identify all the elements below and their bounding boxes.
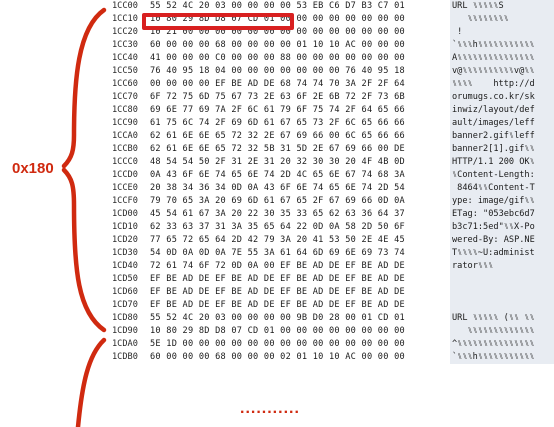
row-ascii-text: ETag: "053ebc6d7: [452, 209, 535, 219]
row-ascii-text: `⑊⑊⑊h⑊⑊⑊⑊⑊⑊⑊⑊⑊⑊⑊: [452, 40, 535, 50]
brace-upper-arm: [64, 10, 104, 166]
row-ascii-text: orumugs.co.kr/sk: [452, 92, 535, 102]
row-address: 1CCD0: [112, 170, 138, 180]
row-hex-bytes: 45 54 61 67 3A 20 22 30 35 33 65 62 63 36 64 37: [150, 209, 405, 219]
row-ascii-text: ault/images/leff: [452, 118, 535, 128]
row-ascii-text: A⑊⑊⑊⑊⑊⑊⑊⑊⑊⑊⑊⑊⑊⑊⑊: [452, 53, 535, 63]
row-hex-bytes: 60 00 00 00 68 00 00 00 02 01 10 10 AC 00 00 00: [150, 352, 405, 362]
row-hex-bytes: 79 70 65 3A 20 69 6D 61 67 65 2F 67 69 66 0D 0A: [150, 196, 405, 206]
row-ascii-text: inwiz/layout/def: [452, 105, 535, 115]
row-address: 1CD40: [112, 261, 138, 271]
row-ascii-text: ⑊⑊⑊⑊ http://d: [452, 79, 535, 89]
row-ascii-text: rator⑊⑊⑊: [452, 261, 535, 271]
row-ascii-text: URL ⑊⑊⑊⑊⑊S: [452, 1, 530, 11]
row-ascii-text: URL ⑊⑊⑊⑊⑊ (⑊⑊ ⑊⑊: [452, 313, 535, 323]
row-address: 1CC20: [112, 27, 138, 37]
row-address: 1CC80: [112, 105, 138, 115]
row-hex-bytes: 0A 43 6F 6E 74 65 6E 74 2D 4C 65 6E 67 74 68 3A: [150, 170, 405, 180]
row-address: 1CD50: [112, 274, 138, 284]
row-hex-bytes: EF BE AD DE EF BE AD DE EF BE AD DE EF BE AD DE: [150, 287, 405, 297]
row-hex-bytes: 69 6E 77 69 7A 2F 6C 61 79 6F 75 74 2F 64 65 66: [150, 105, 405, 115]
row-hex-bytes: EF BE AD DE EF BE AD DE EF BE AD DE EF BE AD DE: [150, 300, 405, 310]
row-hex-bytes: 61 75 6C 74 2F 69 6D 61 67 65 73 2F 6C 65 66 66: [150, 118, 405, 128]
brace-lower-arm: [64, 170, 104, 330]
row-hex-bytes: 5E 1D 00 00 00 00 00 00 00 00 00 00 00 00 00 00: [150, 339, 405, 349]
row-address: 1CD60: [112, 287, 138, 297]
size-annotation-label: 0x180: [12, 160, 54, 177]
row-address: 1CC50: [112, 66, 138, 76]
row-address: 1CD90: [112, 326, 138, 336]
row-hex-bytes: 77 65 72 65 64 2D 42 79 3A 20 41 53 50 2E 4E 45: [150, 235, 405, 245]
row-address: 1CC70: [112, 92, 138, 102]
row-address: 1CDA0: [112, 339, 138, 349]
continuation-brace-arm: [78, 340, 104, 427]
row-ascii-text: ype: image/gif⑊⑊: [452, 196, 535, 206]
row-address: 1CC40: [112, 53, 138, 63]
row-ascii-text: v@⑊⑊⑊⑊⑊⑊⑊⑊⑊⑊v@⑊⑊: [452, 66, 535, 76]
row-hex-bytes: 55 52 4C 20 03 00 00 00 00 53 EB C6 D7 B3 C7 01: [150, 1, 405, 11]
row-ascii-text: wered-By: ASP.NE: [452, 235, 535, 245]
row-address: 1CD30: [112, 248, 138, 258]
row-ascii-text: HTTP/1.1 200 OK⑊: [452, 157, 535, 167]
row-address: 1CC90: [112, 118, 138, 128]
row-address: 1CD80: [112, 313, 138, 323]
row-address: 1CD70: [112, 300, 138, 310]
row-address: 1CCB0: [112, 144, 138, 154]
row-address: 1CC60: [112, 79, 138, 89]
row-ascii-text: `⑊⑊⑊h⑊⑊⑊⑊⑊⑊⑊⑊⑊⑊⑊: [452, 352, 535, 362]
row-hex-bytes: 62 61 6E 6E 65 72 32 2E 67 69 66 00 6C 65 66 66: [150, 131, 405, 141]
row-hex-bytes: 10 80 29 8D D8 07 CD 01 00 00 00 00 00 00 00 00: [150, 326, 405, 336]
row-hex-bytes: 6F 72 75 6D 75 67 73 2E 63 6F 2E 6B 72 2F 73 6B: [150, 92, 405, 102]
row-hex-bytes: EF BE AD DE EF BE AD DE EF BE AD DE EF BE AD DE: [150, 274, 405, 284]
row-address: 1CC10: [112, 14, 138, 24]
row-address: 1CC00: [112, 1, 138, 11]
row-hex-bytes: 10 21 00 00 00 00 00 00 00 00 00 00 00 00 00 00: [150, 27, 405, 37]
row-hex-bytes: 62 33 63 37 31 3A 35 65 64 22 0D 0A 58 2D 50 6F: [150, 222, 405, 232]
row-ascii-text: 8464⑊⑊Content-T: [452, 183, 535, 193]
row-hex-bytes: 62 61 6E 6E 65 72 32 5B 31 5D 2E 67 69 66 00 DE: [150, 144, 405, 154]
row-ascii-text: ⑊⑊⑊⑊⑊⑊⑊⑊⑊⑊⑊⑊⑊: [452, 326, 535, 336]
row-hex-bytes: 20 38 34 36 34 0D 0A 43 6F 6E 74 65 6E 74 2D 54: [150, 183, 405, 193]
row-address: 1CCC0: [112, 157, 138, 167]
row-ascii-text: ⑊Content-Length:: [452, 170, 535, 180]
continuation-dots: ...........: [240, 400, 300, 417]
row-address: 1CD20: [112, 235, 138, 245]
row-hex-bytes: 55 52 4C 20 03 00 00 00 00 9B D0 28 00 01 CD 01: [150, 313, 405, 323]
row-ascii-text: banner2[1].gif⑊⑊: [452, 144, 535, 154]
row-ascii-text: ^⑊⑊⑊⑊⑊⑊⑊⑊⑊⑊⑊⑊⑊⑊⑊: [452, 339, 535, 349]
row-address: 1CC30: [112, 40, 138, 50]
row-hex-bytes: 00 00 00 00 EF BE AD DE 68 74 74 70 3A 2F 2F 64: [150, 79, 405, 89]
row-ascii-text: b3c71:5ed"⑊⑊X-Po: [452, 222, 535, 232]
row-address: 1CDB0: [112, 352, 138, 362]
row-hex-bytes: 76 40 95 18 04 00 00 00 00 00 00 00 76 40 95 18: [150, 66, 405, 76]
row-hex-bytes: 72 61 74 6F 72 0D 0A 00 EF BE AD DE EF BE AD DE: [150, 261, 405, 271]
row-address: 1CD10: [112, 222, 138, 232]
row-hex-bytes: 10 80 29 8D D8 07 CD 01 00 00 00 00 00 00 00 00: [150, 14, 405, 24]
row-ascii-text: ⑊⑊⑊⑊⑊⑊⑊⑊: [452, 14, 535, 24]
row-ascii-text: !: [452, 27, 535, 37]
row-hex-bytes: 54 0D 0A 0D 0A 7E 55 3A 61 64 6D 69 6E 69 73 74: [150, 248, 405, 258]
row-address: 1CCE0: [112, 183, 138, 193]
row-address: 1CD00: [112, 209, 138, 219]
row-ascii-text: banner2.gif⑊leff: [452, 131, 535, 141]
row-ascii-text: T⑊⑊⑊⑊~U:administ: [452, 248, 535, 258]
row-address: 1CCF0: [112, 196, 138, 206]
row-hex-bytes: 60 00 00 00 68 00 00 00 00 01 10 10 AC 00 00 00: [150, 40, 405, 50]
timestamp-highlight-box: [142, 13, 294, 30]
row-hex-bytes: 48 54 54 50 2F 31 2E 31 20 32 30 30 20 4F 4B 0D: [150, 157, 405, 167]
row-hex-bytes: 41 00 00 00 C0 00 00 00 88 00 00 00 00 00 00 00: [150, 53, 405, 63]
row-address: 1CCA0: [112, 131, 138, 141]
